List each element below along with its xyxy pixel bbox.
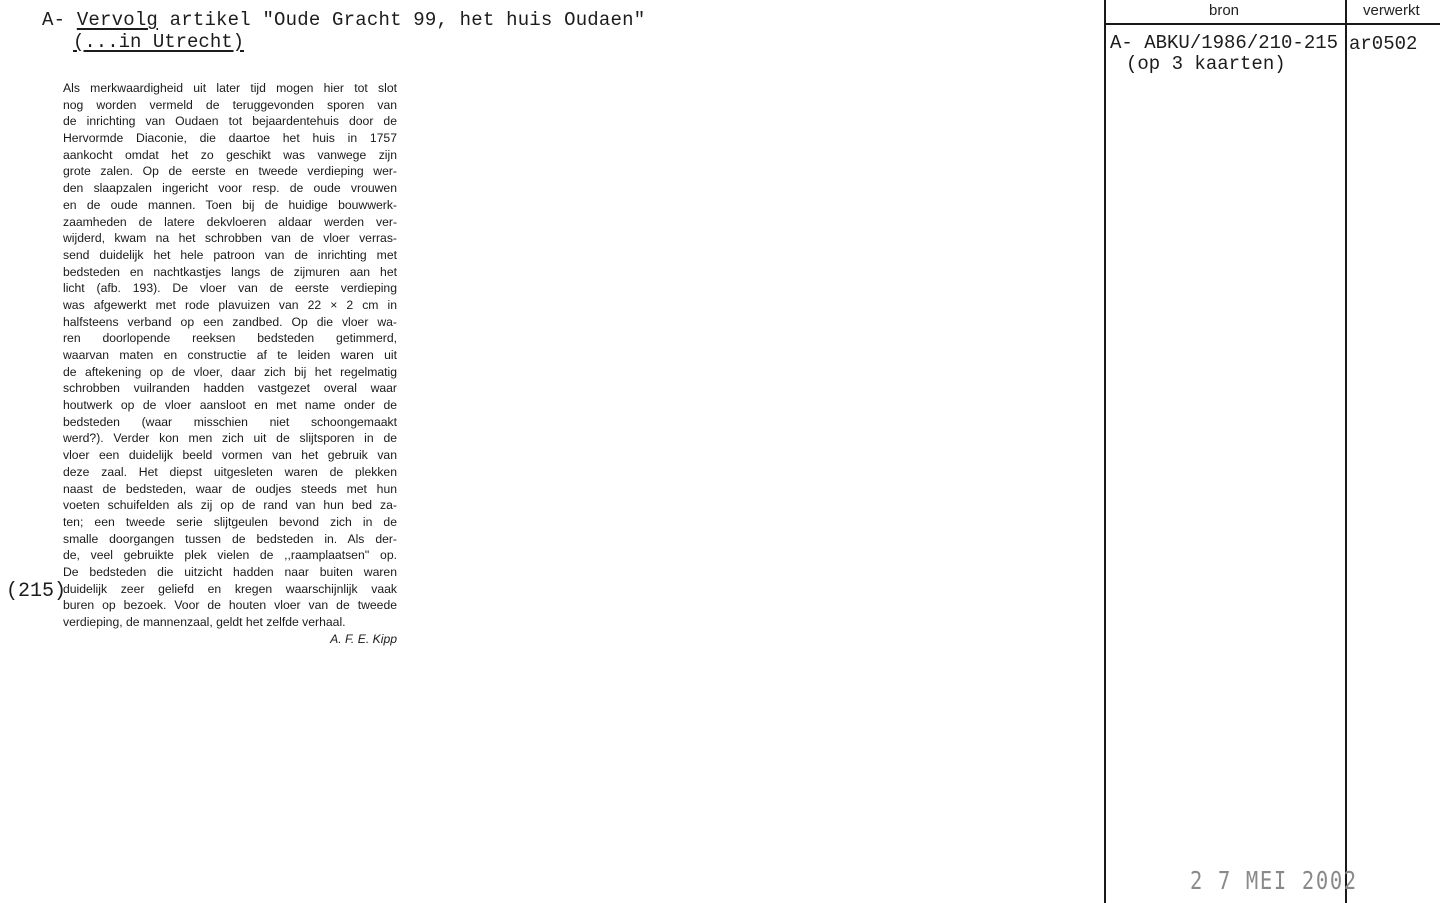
title-rest: artikel "Oude Gracht 99, het huis Oudaen" [158, 9, 646, 31]
article-line: send duidelijk het hele patroon van de inrichting met [63, 247, 397, 262]
article-line: werd?). Verder kon men zich uit de slijtsporen in de [63, 431, 397, 446]
article-line: zaamheden de latere dekvloeren aldaar werden ver- [63, 214, 397, 229]
column-header-source: bron [1209, 2, 1240, 19]
article-line: houtwerk op de vloer aansloot en met name onder de [63, 398, 397, 413]
article-title [42, 9, 645, 31]
column-header-processed: verwerkt [1363, 2, 1420, 19]
article-line: aankocht omdat het zo geschikt was vanwege zijn [63, 147, 397, 162]
author-signature: A. F. E. Kipp [330, 631, 397, 646]
card-divider-left [1104, 0, 1106, 903]
article-line: de, veel gebruikte plek vielen de ,,raamplaatsen'' op. [63, 548, 397, 563]
article-line: Als merkwaardigheid uit later tijd mogen hier tot slot [63, 81, 397, 95]
article-line: schrobben vuilranden hadden vastgezet overal waar [63, 381, 397, 396]
article-line: ten; een tweede serie slijtgeulen bevond zich in de [63, 514, 397, 529]
article-line: grote zalen. Op de eerste en tweede verdieping wer- [63, 164, 397, 179]
article-line: waarvan maten en constructie af te leiden waren uit [63, 348, 397, 362]
article-line: naast de bedsteden, waar de oudjes steeds met hun [63, 481, 397, 496]
article-line: deze zaal. Het diepst uitgesleten waren de plekken [63, 464, 397, 479]
source-card-count: (op 3 kaarten) [1126, 53, 1286, 75]
article-line: de inrichting van Oudaen tot bejaardentehuis door de [63, 114, 397, 129]
article-line: smalle doorgangen tussen de bedsteden in. Als der- [63, 531, 397, 546]
article-line: De bedsteden die uitzicht hadden naar buiten waren [63, 564, 397, 579]
article-line: halfsteens verband op een zandbed. Op die vloer wa- [63, 314, 397, 329]
article-line: buren op bezoek. Voor de houten vloer van de tweede [63, 598, 397, 613]
article-line: Hervormde Diaconie, die daartoe het huis in 1757 [63, 131, 397, 146]
article-line: ren doorlopende reeksen bedsteden getimmerd, [63, 331, 397, 346]
source-reference: A- ABKU/1986/210-215 [1110, 32, 1339, 54]
article-line: verdieping, de mannenzaal, geldt het zelfde verhaal. [63, 615, 346, 629]
processed-code: ar0502 [1349, 33, 1418, 55]
article-line: nog worden vermeld de teruggevonden sporen van [63, 97, 397, 112]
article-line: den slaapzalen ingericht voor resp. de oude vrouwen [63, 181, 397, 196]
date-stamp: 2 7 MEI 2002 [1190, 866, 1358, 895]
article-line: vloer een duidelijk beeld vormen van het gebruik van [63, 448, 397, 463]
article-body [63, 80, 397, 647]
article-line: voeten schuifelden als zij op de rand van hun bed za- [63, 498, 397, 513]
card-divider-middle [1345, 0, 1347, 903]
title-prefix: A- [42, 9, 77, 31]
page-reference: (215) [6, 580, 67, 603]
article-line: wijderd, kwam na het schrobben van de vloer verras- [63, 231, 397, 246]
article-subtitle: (...in Utrecht) [73, 31, 245, 53]
article-line: de aftekening op de vloer, daar zich bij het regelmatig [63, 364, 397, 379]
article-line: en de oude mannen. Toen bij de huidige bouwwerk- [63, 197, 397, 212]
article-line: bedsteden en nachtkastjes langs de zijmuren aan het [63, 264, 397, 279]
title-underlined-word: Vervolg [76, 9, 159, 31]
article-line: duidelijk zeer geliefd en kregen waarschijnlijk vaak [63, 581, 397, 596]
article-line: licht (afb. 193). De vloer van de eerste verdieping [63, 281, 397, 296]
card-header-rule [1104, 23, 1440, 25]
article-line: was afgewerkt met rode plavuizen van 22 × 2 cm in [63, 297, 397, 312]
article-line: bedsteden (waar misschien niet schoongemaakt [63, 414, 397, 429]
